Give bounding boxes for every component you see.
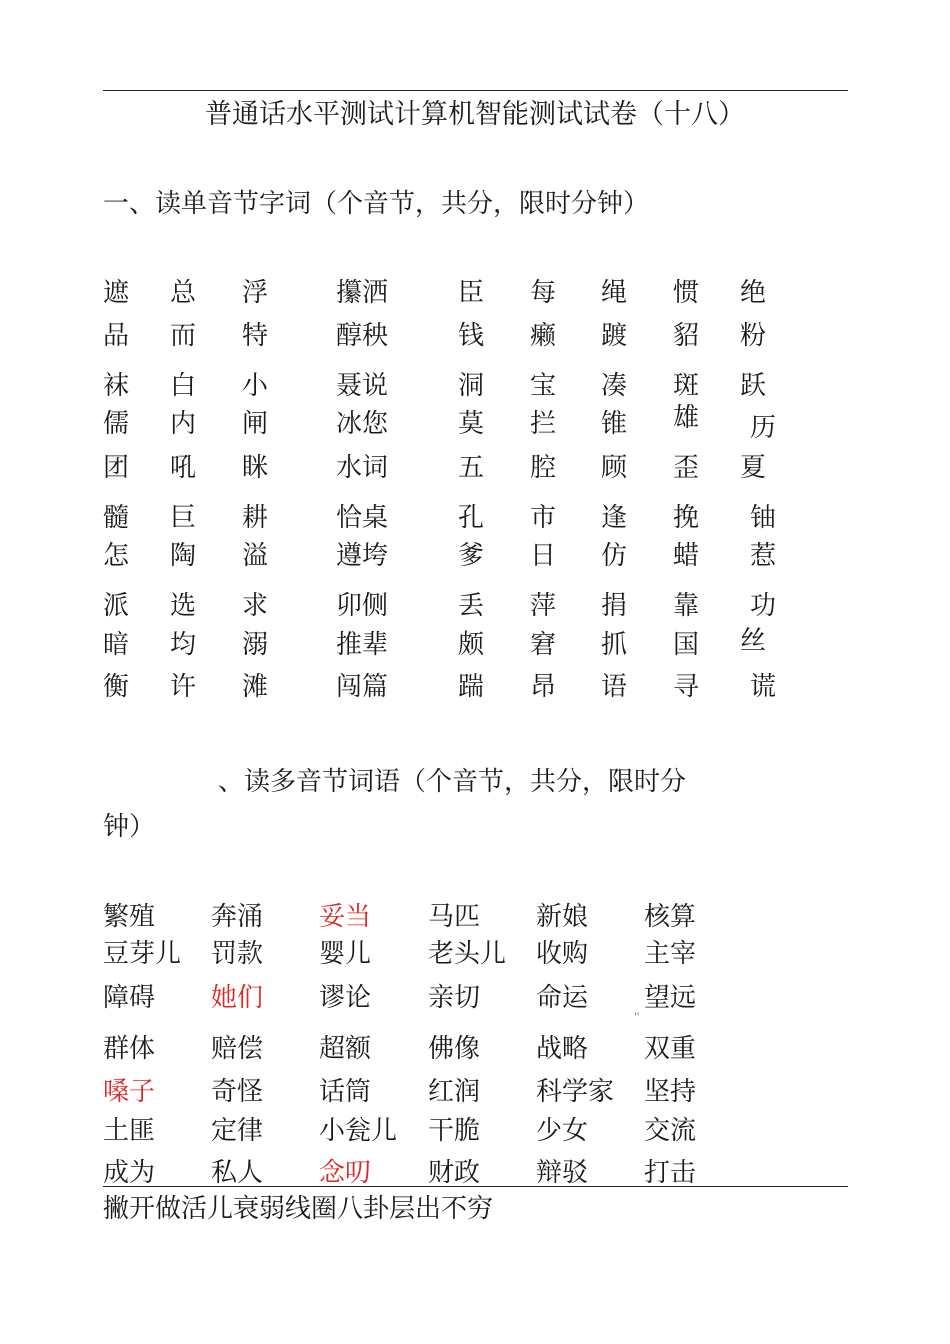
char-cell: 五 — [458, 453, 485, 483]
continued-word-line: 撇开做活儿衰弱线圈八卦层出不穷 — [103, 1194, 494, 1224]
char-cell: 儒 — [103, 409, 130, 439]
top-rule — [103, 90, 848, 91]
char-cell: 颇 — [458, 630, 485, 660]
word-cell: 小瓮儿 — [319, 1116, 398, 1146]
char-cell: 吼 — [170, 453, 197, 483]
word-cell: 佛像 — [428, 1034, 481, 1064]
char-cell: 绳 — [601, 278, 628, 308]
char-cell: 冰您 — [336, 409, 389, 439]
char-cell: 谎 — [750, 672, 777, 702]
char-cell: 莫 — [458, 409, 485, 439]
char-cell: 窘 — [530, 630, 557, 660]
word-cell: 红润 — [428, 1077, 481, 1107]
word-cell: 马匹 — [428, 902, 481, 932]
char-cell: 雄 — [673, 403, 700, 433]
word-cell: 嗓子 — [103, 1077, 156, 1107]
word-cell: 婴儿 — [319, 939, 372, 969]
char-cell: 铀 — [750, 503, 777, 533]
char-cell: 粉 — [740, 321, 767, 351]
word-cell: 群体 — [103, 1034, 156, 1064]
char-cell: 臣 — [458, 278, 485, 308]
word-cell: 土匪 — [103, 1116, 156, 1146]
stray-mark: '' — [634, 1012, 640, 1023]
word-cell: 繁殖 — [103, 902, 156, 932]
char-cell: 仿 — [601, 541, 628, 571]
char-cell: 暗 — [103, 630, 130, 660]
char-cell: 跃 — [740, 371, 767, 401]
char-cell: 历 — [750, 413, 777, 443]
char-cell: 水词 — [336, 453, 389, 483]
char-cell: 求 — [242, 591, 269, 621]
char-cell: 市 — [530, 503, 557, 533]
char-cell: 眯 — [242, 453, 269, 483]
char-cell: 靠 — [673, 591, 700, 621]
char-cell: 惹 — [750, 541, 777, 571]
word-cell: 交流 — [644, 1116, 697, 1146]
char-cell: 许 — [170, 672, 197, 702]
char-cell: 遵垮 — [336, 541, 389, 571]
word-cell: 收购 — [536, 939, 589, 969]
char-cell: 攥洒 — [336, 278, 389, 308]
char-cell: 逢 — [601, 503, 628, 533]
char-cell: 遮 — [103, 278, 130, 308]
char-cell: 醇秧 — [336, 321, 389, 351]
char-cell: 团 — [103, 453, 130, 483]
bottom-rule — [103, 1186, 848, 1187]
char-cell: 陶 — [170, 541, 197, 571]
char-cell: 语 — [601, 672, 628, 702]
char-cell: 髓 — [103, 503, 130, 533]
word-cell: 干脆 — [428, 1116, 481, 1146]
char-cell: 而 — [170, 321, 197, 351]
word-cell: 主宰 — [644, 939, 697, 969]
char-cell: 貂 — [673, 321, 700, 351]
char-cell: 孔 — [458, 503, 485, 533]
char-cell: 派 — [103, 591, 130, 621]
word-cell: 私人 — [211, 1158, 264, 1188]
char-cell: 特 — [242, 321, 269, 351]
word-cell: 少女 — [536, 1116, 589, 1146]
word-cell: 奔涌 — [211, 902, 264, 932]
char-cell: 癞 — [530, 321, 557, 351]
char-cell: 选 — [170, 591, 197, 621]
section2-heading-continued: 钟） — [103, 812, 156, 842]
char-cell: 昂 — [530, 672, 557, 702]
char-cell: 白 — [170, 371, 197, 401]
char-cell: 斑 — [673, 371, 700, 401]
word-cell: 障碍 — [103, 983, 156, 1013]
word-cell: 罚款 — [211, 939, 264, 969]
word-cell: 奇怪 — [211, 1077, 264, 1107]
word-cell: 定律 — [211, 1116, 264, 1146]
char-cell: 卯侧 — [336, 591, 389, 621]
word-cell: 谬论 — [319, 983, 372, 1013]
char-cell: 国 — [673, 630, 700, 660]
char-cell: 钱 — [458, 321, 485, 351]
word-cell: 望远 — [644, 983, 697, 1013]
char-cell: 绝 — [740, 278, 767, 308]
char-cell: 恰桌 — [336, 503, 389, 533]
char-cell: 捐 — [601, 591, 628, 621]
page-title: 普通话水平测试计算机智能测试试卷（十八） — [205, 99, 745, 130]
char-cell: 抓 — [601, 630, 628, 660]
word-cell: 财政 — [428, 1158, 481, 1188]
char-cell: 腔 — [530, 453, 557, 483]
word-cell: 科学家 — [536, 1077, 615, 1107]
char-cell: 怎 — [103, 541, 130, 571]
word-cell: 豆芽儿 — [103, 939, 182, 969]
char-cell: 推辈 — [336, 630, 389, 660]
char-cell: 浮 — [242, 278, 269, 308]
char-cell: 寻 — [673, 672, 700, 702]
char-cell: 惯 — [673, 278, 700, 308]
char-cell: 踱 — [601, 321, 628, 351]
char-cell: 内 — [170, 409, 197, 439]
char-cell: 蜡 — [673, 541, 700, 571]
word-cell: 成为 — [103, 1158, 156, 1188]
char-cell: 爹 — [458, 541, 485, 571]
word-cell: 双重 — [644, 1034, 697, 1064]
char-cell: 凑 — [601, 371, 628, 401]
section2-heading: 、读多音节词语（个音节，共分，限时分 — [218, 767, 687, 797]
char-cell: 溺 — [242, 630, 269, 660]
char-cell: 袜 — [103, 371, 130, 401]
word-cell: 核算 — [644, 902, 697, 932]
word-cell: 超额 — [319, 1034, 372, 1064]
char-cell: 巨 — [170, 503, 197, 533]
char-cell: 丢 — [458, 591, 485, 621]
word-cell: 新娘 — [536, 902, 589, 932]
char-cell: 均 — [170, 630, 197, 660]
word-cell: 辩驳 — [536, 1158, 589, 1188]
char-cell: 拦 — [530, 409, 557, 439]
word-cell: 赔偿 — [211, 1034, 264, 1064]
char-cell: 踹 — [458, 672, 485, 702]
char-cell: 闸 — [242, 409, 269, 439]
char-cell: 萍 — [530, 591, 557, 621]
char-cell: 宝 — [530, 371, 557, 401]
char-cell: 夏 — [740, 453, 767, 483]
char-cell: 衡 — [103, 672, 130, 702]
char-cell: 每 — [530, 278, 557, 308]
word-cell: 命运 — [536, 983, 589, 1013]
section1-heading: 一、读单音节字词（个音节，共分，限时分钟） — [103, 189, 650, 219]
char-cell: 品 — [103, 321, 130, 351]
char-cell: 洞 — [458, 371, 485, 401]
char-cell: 顾 — [601, 453, 628, 483]
word-cell: 亲切 — [428, 983, 481, 1013]
word-cell: 念叨 — [319, 1158, 372, 1188]
word-cell: 战略 — [536, 1034, 589, 1064]
char-cell: 聂说 — [336, 371, 389, 401]
char-cell: 锥 — [601, 409, 628, 439]
char-cell: 耕 — [242, 503, 269, 533]
word-cell: 坚持 — [644, 1077, 697, 1107]
char-cell: 功 — [750, 591, 777, 621]
word-cell: 打击 — [644, 1158, 697, 1188]
word-cell: 老头儿 — [428, 939, 507, 969]
char-cell: 总 — [170, 278, 197, 308]
char-cell: 歪 — [673, 453, 700, 483]
word-cell: 话筒 — [319, 1077, 372, 1107]
char-cell: 挽 — [673, 503, 700, 533]
word-cell: 妥当 — [319, 902, 372, 932]
char-cell: 日 — [530, 541, 557, 571]
char-cell: 滩 — [242, 672, 269, 702]
word-cell: 她们 — [211, 983, 264, 1013]
char-cell: 丝 — [740, 626, 767, 656]
char-cell: 溢 — [242, 541, 269, 571]
char-cell: 闯篇 — [336, 672, 389, 702]
char-cell: 小 — [242, 371, 269, 401]
